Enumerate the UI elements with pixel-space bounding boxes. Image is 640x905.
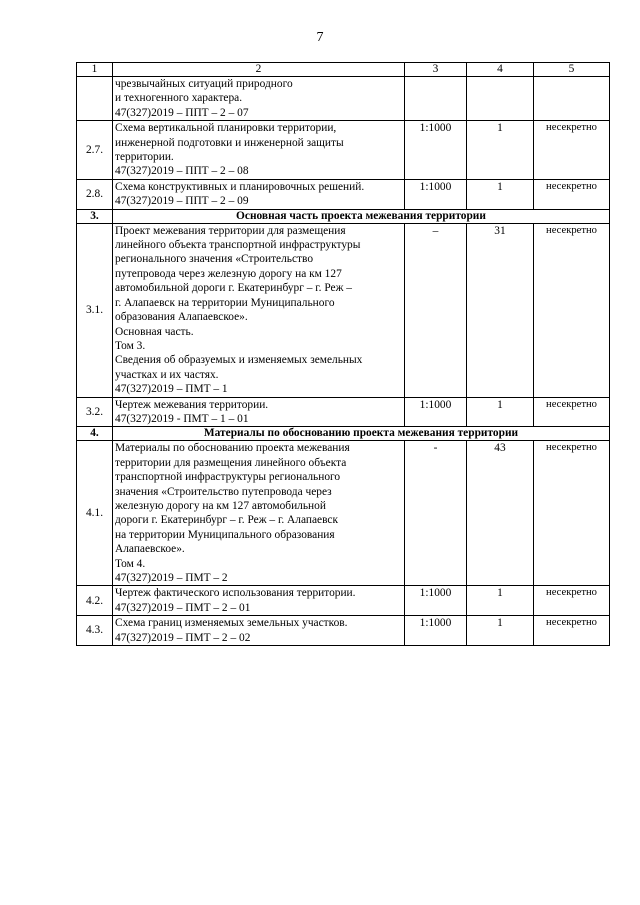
description-line: железную дорогу на км 127 автомобильной <box>115 499 326 512</box>
scale-cell: 1:1000 <box>405 586 467 616</box>
row-number: 3.2. <box>77 397 113 427</box>
section-header-row <box>77 209 610 223</box>
description-line: Том 4. <box>115 557 146 570</box>
sheet-count-cell: 43 <box>467 441 534 586</box>
secrecy-status-cell: несекретно <box>534 179 610 209</box>
description-line: 47(327)2019 – ППТ – 2 – 07 <box>115 106 249 119</box>
description-line: образования Алапаевское». <box>115 311 248 324</box>
table-row <box>77 616 610 646</box>
document-description <box>113 77 405 121</box>
description-line: линейного объекта транспортной инфраструктуры <box>115 239 361 252</box>
page-number: 7 <box>316 30 324 45</box>
description-line: Том 3. <box>115 339 146 352</box>
column-header: 5 <box>534 63 610 77</box>
description-line: 47(327)2019 – ПМТ – 2 – 01 <box>115 601 251 614</box>
description-line: 47(327)2019 – ППТ – 2 – 09 <box>115 195 249 208</box>
description-line: значения «Строительство путепровода через <box>115 485 332 498</box>
scale-cell: 1:1000 <box>405 121 467 180</box>
row-number: 2.8. <box>77 179 113 209</box>
document-description <box>113 223 405 397</box>
description-line: Основная часть. <box>115 325 194 338</box>
section-title: Основная часть проекта межевания территории <box>113 209 610 223</box>
documents-table <box>76 62 610 646</box>
table-row <box>77 77 610 121</box>
scale-cell: 1:1000 <box>405 397 467 427</box>
description-line: инженерной подготовки и инженерной защиты <box>115 136 344 149</box>
description-line: чрезвычайных ситуаций природного <box>115 78 293 90</box>
section-title: Материалы по обоснованию проекта межевания территории <box>113 427 610 441</box>
secrecy-status-cell: несекретно <box>534 397 610 427</box>
description-line: Сведения об образуемых и изменяемых земельных <box>115 354 363 367</box>
description-line: автомобильной дороги г. Екатеринбург – г. Реж – <box>115 282 352 295</box>
secrecy-status-cell <box>534 77 610 121</box>
description-line: 47(327)2019 – ПМТ – 2 <box>115 572 228 584</box>
scale-cell <box>405 77 467 121</box>
secrecy-status-cell: несекретно <box>534 586 610 616</box>
document-description <box>113 441 405 586</box>
sheet-count-cell: 1 <box>467 397 534 427</box>
column-header: 4 <box>467 63 534 77</box>
table-row <box>77 397 610 427</box>
sheet-count-cell <box>467 77 534 121</box>
description-line: 47(327)2019 – ПМТ – 2 – 02 <box>115 631 251 644</box>
column-header: 2 <box>113 63 405 77</box>
document-description <box>113 616 405 646</box>
row-number: 4.3. <box>77 616 113 646</box>
sheet-count-cell: 31 <box>467 223 534 397</box>
document-description <box>113 179 405 209</box>
description-line: участках и их частях. <box>115 368 219 381</box>
sheet-count-cell: 1 <box>467 616 534 646</box>
description-line: Чертеж межевания территории. <box>115 398 269 411</box>
table-header-row <box>77 63 610 77</box>
description-line: г. Алапаевск на территории Муниципального <box>115 296 335 309</box>
scale-cell: – <box>405 223 467 397</box>
description-line: Схема конструктивных и планировочных решений. <box>115 180 365 193</box>
description-line: и техногенного характера. <box>115 92 243 105</box>
description-line: Проект межевания территории для размещения <box>115 224 346 237</box>
document-description <box>113 397 405 427</box>
sheet-count-cell: 1 <box>467 121 534 180</box>
row-number: 4.1. <box>77 441 113 586</box>
table-row <box>77 586 610 616</box>
row-number: 3.1. <box>77 223 113 397</box>
table-row <box>77 121 610 180</box>
description-line: транспортной инфраструктуры регионального <box>115 471 341 484</box>
document-description <box>113 121 405 180</box>
scale-cell: - <box>405 441 467 586</box>
section-header-row <box>77 427 610 441</box>
row-number: 2.7. <box>77 121 113 180</box>
description-line: Схема вертикальной планировки территории, <box>115 122 337 135</box>
scale-cell: 1:1000 <box>405 616 467 646</box>
secrecy-status-cell: несекретно <box>534 121 610 180</box>
description-line: территории для размещения линейного объекта <box>115 456 347 469</box>
description-line: на территории Муниципального образования <box>115 528 335 541</box>
secrecy-status-cell: несекретно <box>534 441 610 586</box>
description-line: дороги г. Екатеринбург – г. Реж – г. Алапаевск <box>115 514 338 527</box>
sheet-count-cell: 1 <box>467 586 534 616</box>
section-number: 4. <box>77 427 113 441</box>
description-line: регионального значения «Строительство <box>115 253 314 266</box>
section-number: 3. <box>77 209 113 223</box>
table-row <box>77 223 610 397</box>
document-description <box>113 586 405 616</box>
row-number: 4.2. <box>77 586 113 616</box>
scale-cell: 1:1000 <box>405 179 467 209</box>
column-header: 3 <box>405 63 467 77</box>
description-line: путепровода через железную дорогу на км 127 <box>115 267 342 280</box>
description-line: 47(327)2019 – ПМТ – 1 <box>115 383 228 396</box>
description-line: Алапаевское». <box>115 543 185 556</box>
description-line: Схема границ изменяемых земельных участков. <box>115 617 348 630</box>
description-line: Материалы по обоснованию проекта межевания <box>115 442 350 455</box>
table-row <box>77 179 610 209</box>
sheet-count-cell: 1 <box>467 179 534 209</box>
row-number <box>77 77 113 121</box>
column-header: 1 <box>77 63 113 77</box>
secrecy-status-cell: несекретно <box>534 616 610 646</box>
description-line: Чертеж фактического использования территории. <box>115 587 356 600</box>
table-row <box>77 441 610 586</box>
description-line: 47(327)2019 - ПМТ – 1 – 01 <box>115 412 249 425</box>
description-line: 47(327)2019 – ППТ – 2 – 08 <box>115 165 249 178</box>
description-line: территории. <box>115 151 174 164</box>
secrecy-status-cell: несекретно <box>534 223 610 397</box>
